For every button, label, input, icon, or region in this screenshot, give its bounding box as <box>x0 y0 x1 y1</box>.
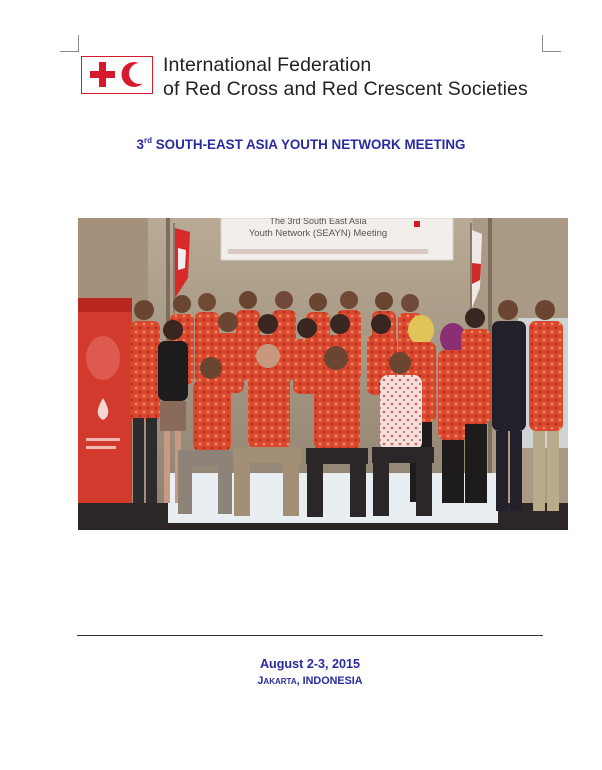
title-text: SOUTH-EAST ASIA YOUTH NETWORK MEETING <box>152 137 466 152</box>
title-ordinal-suffix: rd <box>144 136 152 145</box>
organization-name <box>163 53 528 101</box>
location-country: INDONESIA <box>302 675 363 687</box>
meeting-date: August 2-3, 2015 <box>259 657 361 671</box>
ifrc-logo <box>81 56 153 94</box>
document-title <box>0 136 602 152</box>
crescent-inner <box>129 63 150 84</box>
event-banner <box>221 218 453 260</box>
meeting-location <box>0 675 602 687</box>
crop-mark-top-right <box>542 35 561 52</box>
red-cross-crescent-emblem <box>82 57 151 92</box>
title-ordinal-number: 3 <box>136 137 144 152</box>
cross-horizontal <box>90 71 115 78</box>
banner-line-1: The 3rd South East Asia <box>269 218 367 226</box>
location-city: Jakarta <box>257 675 297 687</box>
location-separator: , <box>296 675 303 687</box>
horizontal-rule <box>77 635 543 636</box>
group-photo <box>78 218 568 530</box>
banner-line-2: Youth Network (SEAYN) Meeting <box>248 228 388 239</box>
org-name-line-1: International Federation <box>163 54 372 76</box>
crop-mark-top-left <box>60 35 79 52</box>
group-photo-illustration <box>78 218 568 530</box>
org-name-line-2: of Red Cross and Red Crescent Societies <box>163 78 528 100</box>
standing-banner <box>78 298 132 530</box>
